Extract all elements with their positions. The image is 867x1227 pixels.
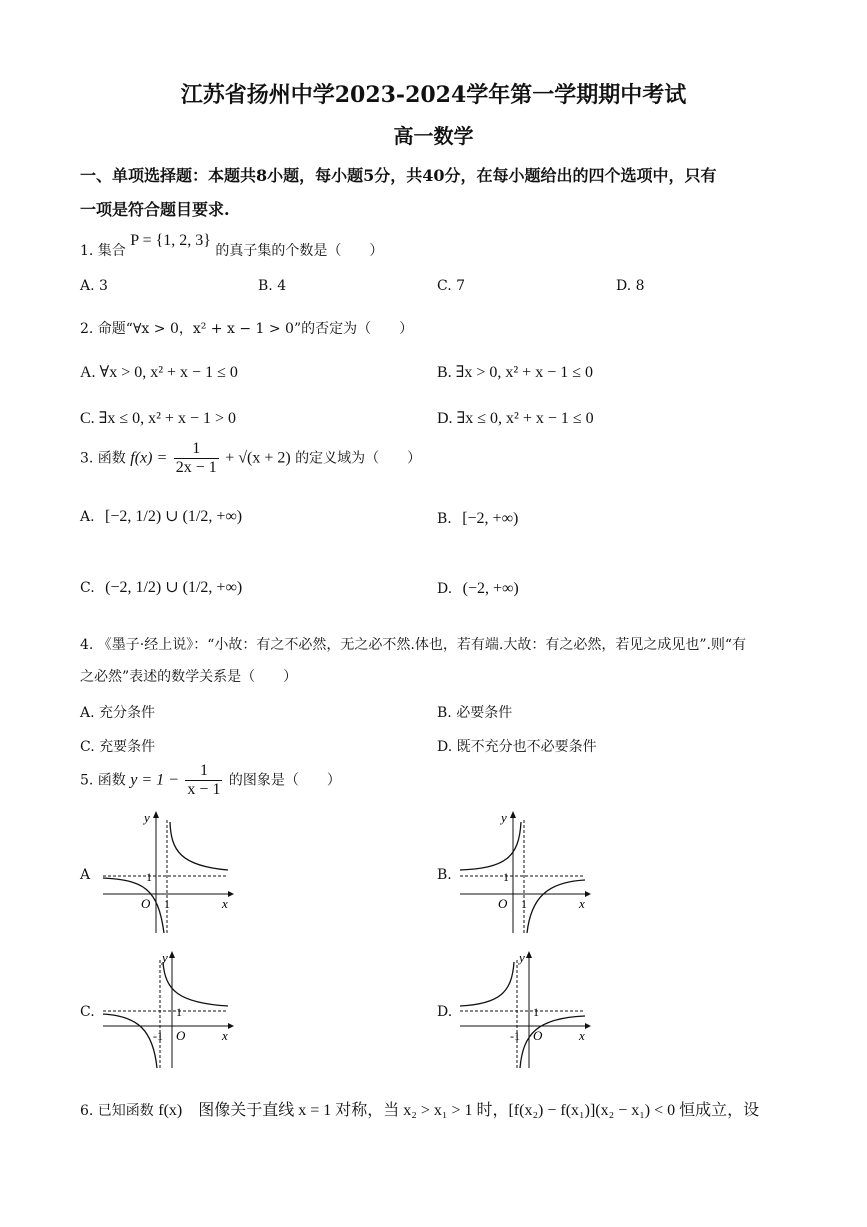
q2-option-b[interactable]: B. ∃x > 0, x² + x − 1 ≤ 0 [437, 364, 593, 381]
graph-c-x-arrow [228, 1023, 234, 1029]
graph-b-y-label: y [501, 810, 507, 825]
q3-option-c-text: (−2, 1/2) ∪ (1/2, +∞) [105, 579, 243, 596]
q5-frac-den: x − 1 [187, 781, 221, 798]
q3-option-a[interactable] [80, 506, 242, 526]
q5-option-a-label[interactable]: A [80, 867, 91, 883]
q3-option-d-text: (−2, +∞) [462, 580, 519, 597]
graph-a-curve-right [170, 822, 228, 870]
q3-func-rest: + √(x + 2) [225, 449, 291, 467]
q5-prefix: 5. 函数 [80, 772, 126, 789]
question-3 [80, 440, 421, 477]
graph-c-y-arrow [169, 951, 175, 958]
q5-option-d-label[interactable]: D. [437, 1004, 453, 1020]
q1-option-c[interactable]: C. 7 [437, 278, 466, 294]
section-heading-line1: 一、单项选择题：本题共8小题，每小题5分，共40分，在每小题给出的四个选项中，只有 [80, 166, 717, 185]
q2-option-d[interactable]: D. ∃x ≤ 0, x² + x − 1 ≤ 0 [437, 410, 594, 427]
q1-prefix: 1. 集合 [80, 243, 126, 259]
graph-a-y-label: y [144, 810, 150, 825]
graph-a-origin: O [141, 896, 151, 911]
q4-option-d[interactable]: D. 既不充分也不必要条件 [437, 739, 597, 755]
graph-b-curve-left [460, 822, 521, 870]
graph-c-tick-x: -1 [153, 1029, 163, 1043]
q3-option-b-label: B. [437, 511, 452, 527]
q5-suffix: 的图象是（ ） [228, 772, 341, 789]
q3-option-a-text: [−2, 1/2) ∪ (1/2, +∞) [105, 508, 243, 525]
question-5 [80, 762, 341, 799]
exam-title: 江苏省扬州中学2023-2024学年第一学期期中考试 [180, 82, 687, 108]
question-2: 2. 命题“∀x > 0，x² + x − 1 > 0”的否定为（ ） [80, 321, 414, 337]
q1-set: P = {1, 2, 3} [130, 232, 211, 249]
question-1 [80, 232, 384, 260]
graph-a-curve-left [103, 878, 164, 933]
graph-d-y-arrow [526, 951, 532, 958]
q5-frac-num: 1 [185, 762, 222, 781]
graph-c-y-label: y [162, 950, 168, 965]
graph-b-origin: O [498, 896, 508, 911]
q4-option-c[interactable]: C. 充要条件 [80, 739, 156, 755]
graph-a-y-arrow [153, 811, 159, 818]
q3-suffix: 的定义域为（ ） [295, 450, 422, 467]
section-heading-line2: 一项是符合题目要求. [80, 200, 230, 219]
q1-option-b[interactable]: B. 4 [258, 278, 287, 294]
graph-a-x-arrow [228, 891, 234, 897]
question-4-line2: 之必然”表述的数学关系是（ ） [80, 669, 298, 685]
graph-d-x-arrow [585, 1023, 591, 1029]
q3-option-b-text: [−2, +∞) [462, 510, 519, 527]
q5-func-lhs: y = 1 − [130, 771, 179, 789]
graph-d-curve-right [520, 1016, 585, 1068]
q1-suffix: 的真子集的个数是（ ） [215, 243, 384, 259]
q5-option-b-label[interactable]: B. [437, 867, 452, 883]
graph-d-curve-left [460, 962, 514, 1006]
graph-d-tick-y: 1 [533, 1005, 539, 1019]
q3-option-c-label: C. [80, 580, 95, 596]
q3-option-d-label: D. [437, 581, 453, 597]
exam-subject: 高一数学 [393, 124, 474, 148]
graph-c-x-label: x [222, 1028, 228, 1043]
graph-d-y-label: y [519, 950, 525, 965]
q3-option-b[interactable] [437, 510, 518, 528]
graph-b-curve-right [527, 880, 585, 933]
q1-option-a[interactable]: A. 3 [80, 278, 108, 294]
graph-c-origin: O [176, 1028, 186, 1043]
q3-prefix: 3. 函数 [80, 450, 126, 467]
q3-fraction [174, 440, 219, 477]
question-4-line1: 4. 《墨子·经上说》：“小故：有之不必然，无之必不然.体也，若有端.大故：有之必然，若见之成见也”.则“有 [80, 637, 747, 653]
graph-a-tick-y: 1 [146, 870, 152, 884]
q5-option-c-label[interactable]: C. [80, 1004, 95, 1020]
question-6 [80, 1097, 759, 1120]
graph-b-y-arrow [510, 811, 516, 818]
q5-graph-a[interactable] [98, 808, 238, 938]
q2-option-a[interactable]: A. ∀x > 0, x² + x − 1 ≤ 0 [80, 364, 238, 381]
q4-option-b[interactable]: B. 必要条件 [437, 705, 513, 721]
q1-option-d[interactable]: D. 8 [616, 278, 645, 294]
q3-option-d[interactable] [437, 580, 519, 598]
graph-d-origin: O [533, 1028, 543, 1043]
graph-d-tick-x: -1 [510, 1029, 520, 1043]
graph-c-curve-left [103, 1014, 157, 1068]
q3-option-c[interactable] [80, 577, 242, 597]
q6-text: f(x) 图像关于直线 x = 1 对称，当 x₂ > x₁ > 1 时，[f(x₂) − f(x₁)](x₂ − x₁) < 0 恒成立，设 [158, 1102, 760, 1119]
graph-a-x-label: x [222, 896, 228, 911]
graph-a-tick-x: 1 [164, 897, 170, 911]
q3-option-a-label: A. [80, 509, 95, 525]
q5-fraction [185, 762, 222, 799]
q3-frac-den: 2x − 1 [175, 459, 217, 476]
graph-c-curve-right [163, 962, 228, 1006]
graph-b-x-arrow [585, 891, 591, 897]
graph-b-tick-y: 1 [503, 870, 509, 884]
q4-option-a[interactable]: A. 充分条件 [80, 705, 156, 721]
q2-option-c[interactable]: C. ∃x ≤ 0, x² + x − 1 > 0 [80, 410, 236, 427]
graph-b-tick-x: 1 [521, 897, 527, 911]
q3-frac-num: 1 [174, 440, 219, 459]
q6-prefix: 6. 已知函数 [80, 1103, 154, 1119]
graph-c-tick-y: 1 [176, 1005, 182, 1019]
q5-graph-b[interactable] [455, 808, 595, 938]
q3-func-lhs: f(x) = [130, 449, 168, 467]
q5-graph-d[interactable] [455, 948, 595, 1078]
q5-graph-c[interactable] [98, 948, 238, 1078]
graph-b-x-label: x [579, 896, 585, 911]
graph-d-x-label: x [579, 1028, 585, 1043]
